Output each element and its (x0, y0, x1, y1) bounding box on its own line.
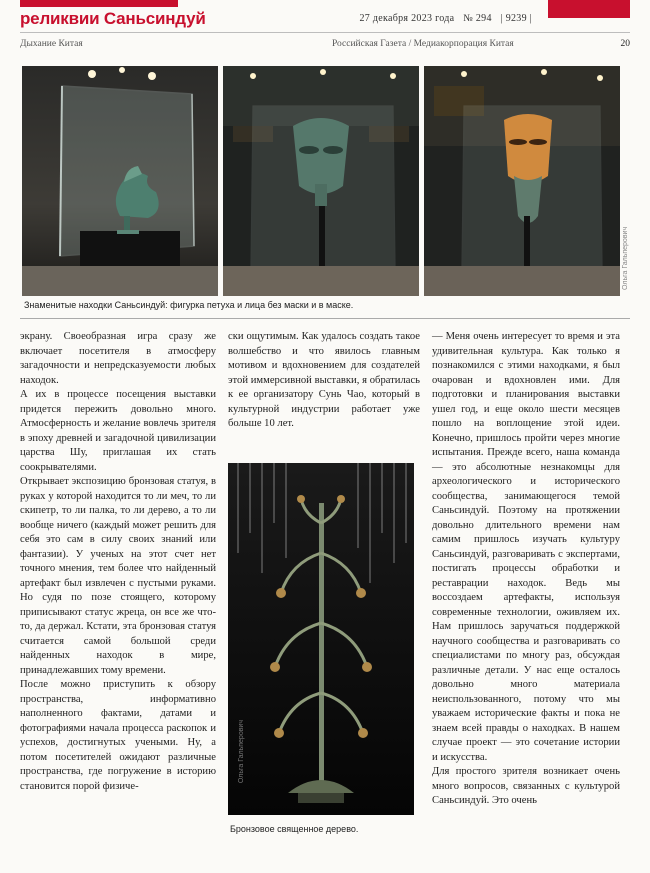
paragraph: Для простого зрителя возникает очень много вопросов, связанных с культурой Саньсиндуй. Это очень (432, 766, 620, 806)
paragraph: экрану. Своеобразная игра сразу же включает посетителя в атмосферу загадочности и непредсказуемости любых находок. (20, 331, 216, 386)
paragraph: После можно приступить к обзору пространства, информативно наполненного фактами, датами и фотографиями начала процесса раскопок и успехов, достигнутых учеными. Ну, а потом посетителей ожидают различные пространства, где погружение в историю становится порой физиче- (20, 679, 216, 792)
tree-caption: Бронзовое священное дерево. (230, 824, 359, 834)
paragraph: А их в процессе посещения выставки придется пережить довольно много. Атмосферность и желание вовлечь зрителя в эпоху древней и загадочной цивилизации царства Шу, приглашая их стать соокрывателями. (20, 389, 216, 473)
article-column-1 (20, 330, 216, 794)
article-column-2 (228, 330, 420, 432)
masthead (0, 0, 650, 34)
rooster-photo (22, 66, 218, 296)
header-rule (20, 32, 630, 33)
paragraph: ски ощутимым. Как удалось создать такое волшебство и что явилось главным мотивом и вдохновением для создателей этой иммерсивной выставки, я обратилась к ее организатору Сунь Чао, который в культурной индустрии работает уже больше 10 лет. (228, 331, 420, 429)
issue-code: | 9239 | (500, 13, 532, 24)
photo-strip (22, 66, 620, 296)
issue-info (353, 13, 532, 24)
publisher-line: Российская Газета / Медиакорпорация Китая (332, 39, 514, 49)
golden-mask-photo (424, 66, 620, 296)
page-number: 20 (620, 39, 630, 49)
photo-caption: Знаменитые находки Саньсиндуй: фигурка петуха и лица без маски и в маске. (24, 300, 354, 310)
photo-credit: Ольга Гальперович (622, 226, 629, 290)
section-name: Дыхание Китая (20, 39, 83, 49)
subheader (20, 39, 630, 53)
caption-rule (20, 318, 630, 319)
bronze-head-photo (223, 66, 419, 296)
paragraph: — Меня очень интересует то время и эта удивительная культура. Как только я познакомился с этими находками, я был очарован и вдохновлен ими. Для подготовки и планирования выставки ушел год, и еще около шести месяцев пошло на воплощение этой идеи. Конечно, пришлось пройти через многие испытания. Прежде всего, наша команда — это абсолютные незнакомцы для археологического и исторического сообщества, занимающегося темой Саньсиндуй. Поэтому на протяжении довольно длительного времени нам самим пришлось изучать культуру Саньсиндуй, разговаривать с экспертами, постигать процессы обработки и реставрации находок. Ведь мы воссоздаем артефакты, используя современные технологии, оживляем их. Нам пришлось заручаться поддержкой научного сообщества и разговаривать со специалистами по многу раз, обсуждая различные детали. У нас еще осталось довольно много материала неиспользованного, потому что мы уважаем исторические факты и пока не знаем всей правды о находках. В нашем случае проект — это сочетание истории и искусства. (432, 331, 620, 763)
bronze-tree-photo (228, 463, 414, 815)
red-accent-bar (20, 0, 178, 7)
rubric-title: реликвии Саньсиндуй (20, 9, 206, 28)
red-corner-block (548, 0, 630, 18)
issue-number: № 294 (463, 13, 492, 24)
issue-date: 27 декабря 2023 года (359, 13, 455, 24)
paragraph: Открывает экспозицию бронзовая статуя, в руках у которой находится то ли меч, то ли скипетр, то ли палка, то ли дерево, а то ли вообще ничего (каждый может решить для себя это сам в силу своих знаний или фантазии). У ученых на этот счет нет точного мнения, тем более что найденный артефакт был извлечен с пустыми руками. Но судя по позе стоящего, которому приписывают статус жреца, он все же что-то, да держал. Кстати, эта бронзовая статуя считается самой большой среди найденных находок в мире, принадлежавших тому времени. (20, 476, 216, 676)
article-column-3 (432, 330, 620, 809)
tree-photo-credit: Ольга Гальперович (238, 720, 245, 784)
